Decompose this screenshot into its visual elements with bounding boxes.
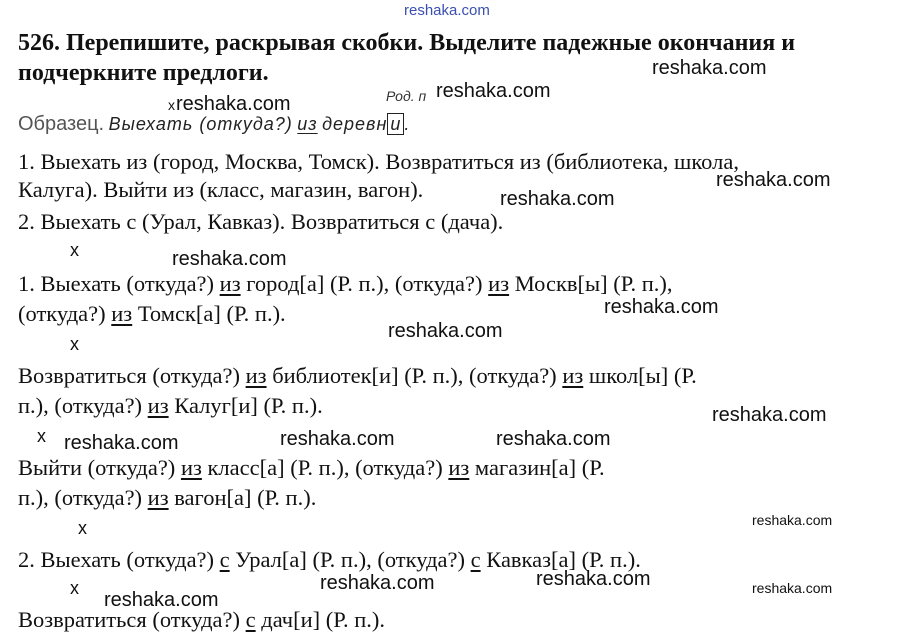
watermark: reshaka.com (716, 169, 831, 191)
watermark: reshaka.com (752, 512, 833, 528)
watermark: reshaka.com (500, 188, 615, 210)
watermark: reshaka.com (436, 80, 551, 102)
task-title-line2: подчеркните предлоги. (18, 60, 269, 86)
sample-tail: . (404, 114, 411, 134)
exercise-line1: 1. Выехать из (город, Москва, Томск). Возвратиться из (библиотека, школа, (18, 149, 739, 174)
x-mark: x (168, 97, 175, 113)
watermark: reshaka.com (176, 93, 291, 115)
sample-label: Образец. (18, 113, 105, 135)
answer-line: 1. Выехать (откуда?) из город[а] (Р. п.), (откуда?) из Москв[ы] (Р. п.), (18, 271, 673, 296)
sample-preposition: из (297, 114, 318, 134)
answer-line: Выйти (откуда?) из класс[а] (Р. п.), (откуда?) из магазин[а] (Р. (18, 455, 605, 480)
answer-line: п.), (откуда?) из вагон[а] (Р. п.). (18, 485, 317, 510)
x-mark: x (70, 240, 79, 260)
watermark: reshaka.com (496, 428, 611, 450)
answer-line: (откуда?) из Томск[а] (Р. п.). (18, 301, 286, 326)
site-watermark-top: reshaka.com (404, 2, 490, 19)
watermark: reshaka.com (388, 320, 503, 342)
sample-phrase: Выехать (откуда?) (108, 114, 293, 134)
watermark: reshaka.com (320, 572, 435, 594)
watermark: reshaka.com (172, 248, 287, 270)
watermark: reshaka.com (604, 296, 719, 318)
sample-line (18, 113, 410, 136)
exercise-line2: Калуга). Выйти из (класс, магазин, вагон). (18, 177, 424, 202)
task-title-line1: 526. Перепишите, раскрывая скобки. Выделите падежные окончания и (18, 30, 796, 56)
answer-line: п.), (откуда?) из Калуг[и] (Р. п.). (18, 393, 323, 418)
x-mark: x (70, 578, 79, 598)
exercise-line3: 2. Выехать с (Урал, Кавказ). Возвратиться с (дача). (18, 209, 504, 234)
watermark: reshaka.com (280, 428, 395, 450)
x-mark: x (37, 426, 46, 446)
x-mark: x (70, 334, 79, 354)
watermark: reshaka.com (104, 589, 219, 611)
answer-line: Возвратиться (откуда?) из библиотек[и] (Р. п.), (откуда?) из школ[ы] (Р. (18, 363, 697, 388)
watermark: reshaka.com (752, 580, 833, 596)
watermark: reshaka.com (712, 404, 827, 426)
sample-ending: и (387, 113, 404, 135)
answer-line: 2. Выехать (откуда?) с Урал[а] (Р. п.), (откуда?) с Кавказ[а] (Р. п.). (18, 547, 641, 572)
x-mark: x (78, 518, 87, 538)
case-hint: Род. п (386, 88, 427, 104)
sample-word: деревн (322, 114, 388, 134)
answer-line: Возвратиться (откуда?) с дач[и] (Р. п.). (18, 607, 385, 632)
watermark: reshaka.com (652, 57, 767, 79)
watermark: reshaka.com (536, 568, 651, 590)
watermark: reshaka.com (64, 432, 179, 454)
